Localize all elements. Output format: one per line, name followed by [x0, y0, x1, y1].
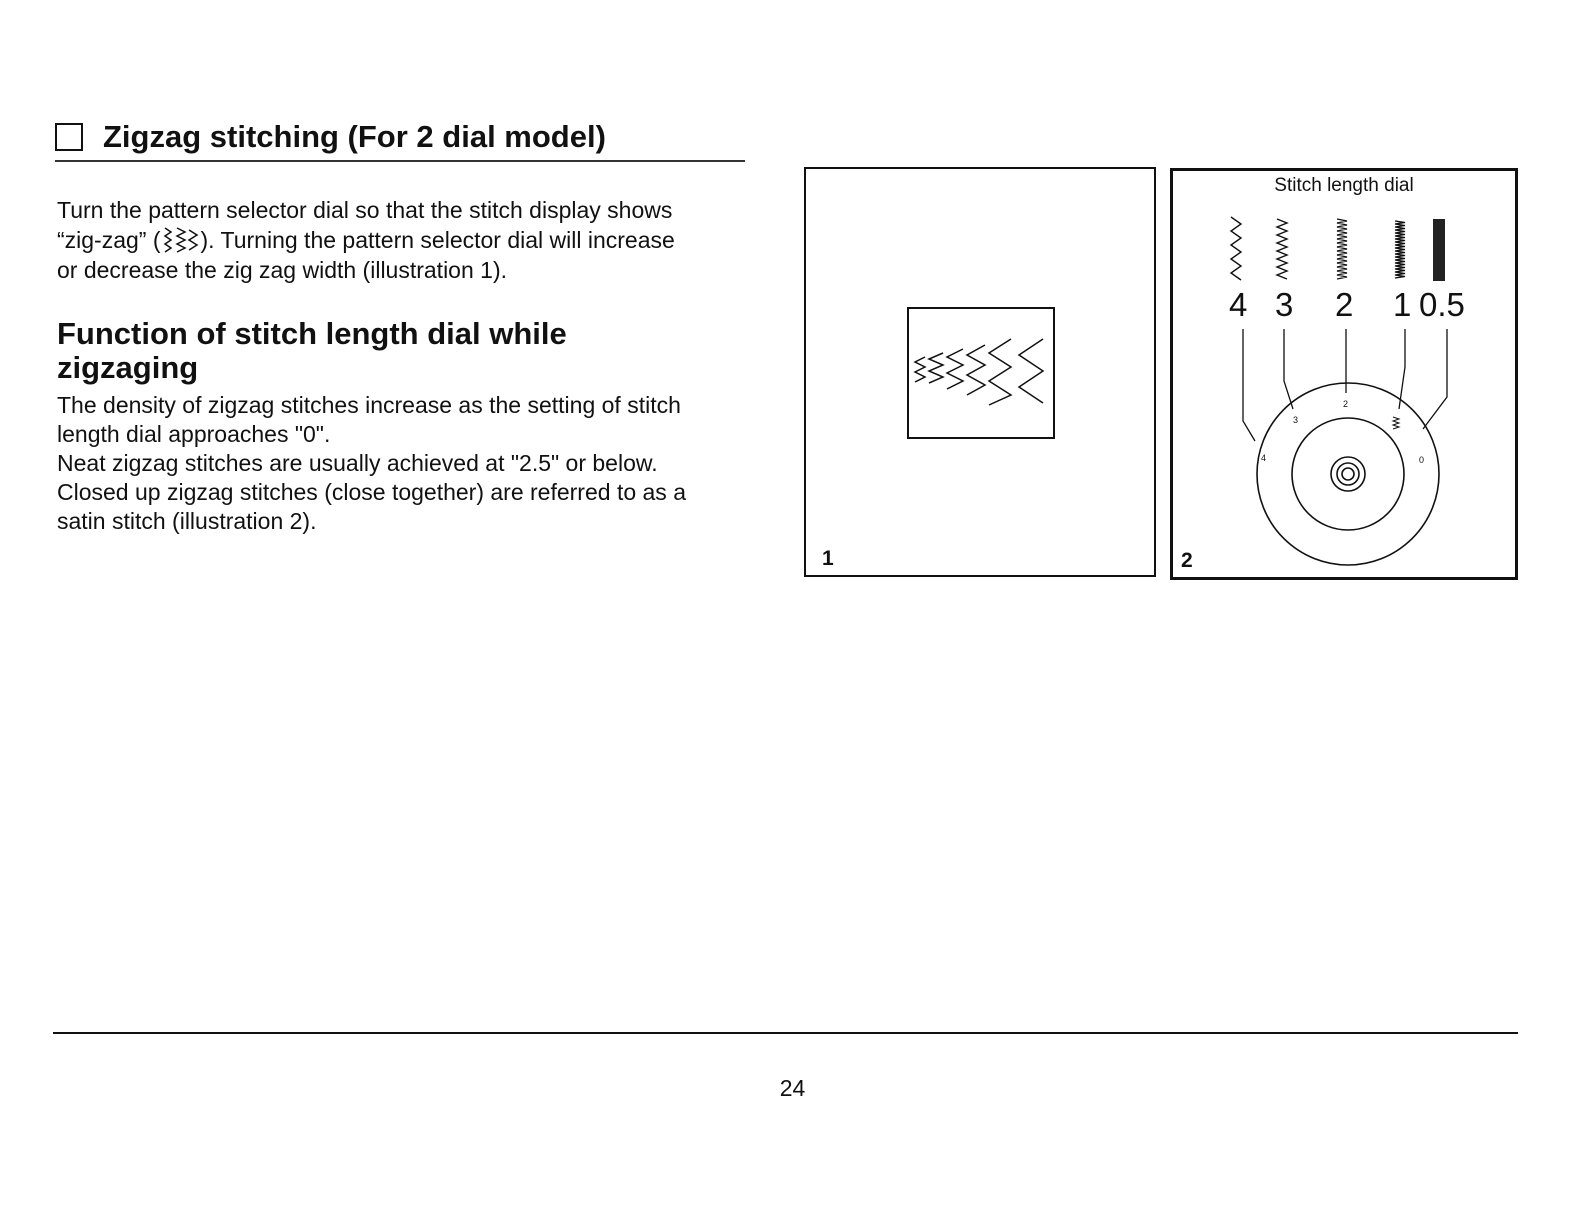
body-paragraph	[57, 391, 757, 536]
intro-line-2a: “zig-zag” (	[57, 227, 161, 253]
intro-line-1: Turn the pattern selector dial so that the stitch display shows	[57, 197, 673, 223]
dial-mark: 4	[1261, 453, 1267, 463]
illustration-1	[804, 167, 1156, 577]
zigzag-width-stitches	[909, 309, 1053, 437]
body-line: length dial approaches "0".	[57, 421, 331, 447]
stitch-length-dial-diagram	[1173, 171, 1515, 577]
section-heading	[55, 120, 745, 162]
stitch-sample-3	[1277, 219, 1287, 279]
stitch-sample-2	[1337, 219, 1347, 279]
body-line: Closed up zigzag stitches (close together) are referred to as a	[57, 479, 686, 505]
checkbox-square-icon	[55, 123, 83, 151]
footer-rule	[53, 1032, 1518, 1034]
illustration-2	[1170, 168, 1518, 580]
section-title: Zigzag stitching (For 2 dial model)	[103, 119, 606, 154]
intro-paragraph	[57, 195, 747, 285]
stitch-display-window	[907, 307, 1055, 439]
body-line: Neat zigzag stitches are usually achieved at "2.5" or below.	[57, 450, 658, 476]
stitch-sample-4	[1231, 217, 1241, 280]
setting-label: 3	[1275, 286, 1294, 323]
setting-label: 1	[1393, 286, 1412, 323]
dial-mark: 3	[1293, 415, 1299, 425]
intro-line-3: or decrease the zig zag width (illustration 1).	[57, 257, 507, 283]
subsection-title: Function of stitch length dial while zigzaging	[57, 316, 567, 385]
satin-mark-icon	[1393, 417, 1399, 429]
setting-label: 0.5	[1419, 286, 1465, 323]
dial-mark: 0	[1419, 455, 1425, 465]
figure-number: 2	[1181, 549, 1193, 572]
dial-knob	[1257, 383, 1439, 565]
stitch-sample-1	[1395, 221, 1405, 278]
body-line: The density of zigzag stitches increase as the setting of stitch	[57, 392, 681, 418]
zigzag-stitch-icon	[161, 226, 201, 254]
leader-lines	[1243, 329, 1447, 441]
stitch-sample-0-5	[1433, 219, 1445, 281]
dial-mark: 2	[1343, 399, 1349, 409]
intro-line-2b: ). Turning the pattern selector dial will increase	[200, 227, 675, 253]
setting-label: 4	[1229, 286, 1248, 323]
body-line: satin stitch (illustration 2).	[57, 508, 317, 534]
figure-number: 1	[822, 547, 834, 570]
setting-label: 2	[1335, 286, 1354, 323]
figure-caption: Stitch length dial	[1274, 175, 1414, 196]
page-number: 24	[779, 1075, 806, 1101]
